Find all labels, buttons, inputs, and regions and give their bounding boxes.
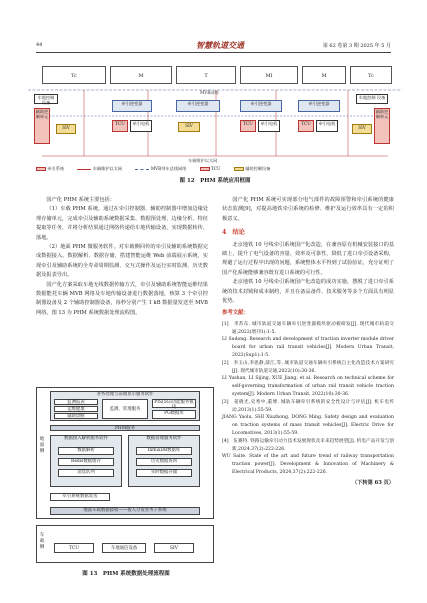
mgmt-item-1: InfluxDB数据库 [136,447,192,455]
figure-13 [36,387,216,577]
figure-12-caption: 图 12 PHM 系统应用框图 [179,178,251,184]
tcu-block-2: TCU [240,120,256,132]
wan-bar: 地面车载数据接收——接入分发业务子系统 [50,507,200,515]
car-t: T [176,66,236,84]
reference-1: [1] 李苏东. 城市轨道交通车辆牵引逆变器模块驱动板研发[J]. 现代城市轨道交通,2022(增刊1):1-5. [222,321,394,335]
right-intro: 国产化 PHM 系统可实现部分电气部件的故障预警和牵引系统的健康状态监测[9]，对提高地铁牵引系统的检修、维护及运行效率具有一定的积极意义。 [222,197,394,222]
aux-control-unit: 辅助控 制单元 [34,108,50,144]
legend-item-2: 车辆维护以太网 [92,166,123,171]
reference-3: [3] 姜晓光,史秀中,董博. 城轨车辆牵引系统的安全性设计与评估[J]. 机车电传动,2013(1):55-59. [222,399,394,413]
header-rule [36,52,391,53]
car-tc-1: Tc [42,66,106,84]
left-para-3: （2）地面 PHM 微服务软件。对车载侧回传的牵引及辅助系统数据完成数据接入、数据解析、数据存储，搭建智能运维 Web 前端展示系统，实现牵引及辅助系统的全寿命周期监测、交互式操作及运行实时监测、历史数据及报表导出。 [36,244,208,279]
traction-motor-3: 牵引电机 [316,120,338,132]
aux-control-unit-2: 辅助控 制单元 [374,108,390,144]
reference-4-en: WU Saite. State of the art and future trend of railway transportation traction power[J]. Development & Innovation of Machinery & Electrical Products, 2024,37(2):222-226. [222,454,394,476]
right-column [222,196,394,488]
tcu-block-3: TCU [298,120,314,132]
data-mgmt-title: 数据管理服务软件 [146,436,182,441]
reference-2-en: LI Yushan, LI Sijing, XUE Jiang, et al. Research on technical scheme for self-governing transformation of urban rail transit vehicle traction system[J]. Modern Urban Transit, 2022(10):30-36. [222,376,394,398]
page-header [36,40,391,52]
top-item-1: 监测报表 [54,399,98,405]
parse-item-3: 消息队列 [58,469,114,477]
traction-inverter-3: 牵引逆变器 [240,100,282,112]
pis-service-block: PIS(5G)功能服务模块 [152,399,196,408]
legend-item-4: TCU [211,166,221,171]
car-m-2: M [302,66,346,84]
figure-12-legend [36,166,396,174]
siv-device: SIV [154,543,194,553]
top-item-3: 辅助诊断 [54,413,98,419]
vehicle-side-label: 车载侧 [39,533,45,550]
mgmt-item-3: 实时数据存储 [136,469,192,477]
frontend-title: 业务处理与前端显示服务软件 [96,392,154,397]
section-title: 4 结论 [222,229,245,237]
mvb-label: MVB网络 [200,90,219,95]
left-para-4: 国产化方案采取车地无线数据传输方式，牵引及辅助系统智能运维结果数据能托车辆 MVB 网络及车地传输设备进行数据落地，核算 3 个牵引控制器设备及 2 个辅助控制器设备，每秒分别产生 1 kB 数据量发送至 MVB 网络。图 13 为 PHM 系统数据处理流程图。 [36,281,208,316]
conclusion-para-1: 北京地铁 10 号线牵引系统国产化改造，在兼容原有机械安装接口的基础上，提升了电气设备的容量、效率及可靠性，降低了进口牵引设备采购，规避了运行过程中出现的问题，系统整体水平得到了试验验证，充分证明了国产化系统能够兼容既有进口系统的可行性。 [222,241,394,276]
car-mi: MI [240,66,298,84]
conclusion-para-2: 北京地铁 10 号线牵引系统国产化改造的成功实施，摆脱了进口牵引系统的技术封锁和成本制约，并且在备品备件、技术服务等多个方面具有明显优势。 [222,279,394,305]
legend-item-1: 牵引系统 [47,166,65,171]
legend-item-3: MVB列车总线网络 [150,166,187,171]
left-para-2: （1）车载 PHM 系统。通过在牵引控制器、辅助控制器中增加边缘处理存储单元，完成牵引及辅助系统数据采集、数据预处理、边缘分析、特征提取等任务，并将分析结果通过网络传递给车地传输设备，实现数据转传、落地。 [36,206,208,241]
references-title: 参考文献： [222,310,249,317]
tcu-block-1: TCU [112,120,128,132]
traction-motor-2: 牵引电机 [258,120,280,132]
tcu-device: TCU [54,543,94,553]
siv-block-2: SIV [178,122,200,132]
parse-item-2: Redis数据缓存 [58,458,114,466]
car-m-1: M [110,66,172,84]
legend-swatch-3 [234,167,244,171]
traction-inverter-1: 牵引逆变器 [112,100,152,112]
pg-database: PG数据库 [152,410,196,419]
mgmt-item-2: 历史数据查询 [136,458,192,466]
left-para-1: 国产化 PHM 系统主要包括： [46,197,115,203]
reference-3-en: JIANG Yaolu, SHI Xiuzhong, DONG Ming. Safety design and evaluation on traction systems of mass transit vehicles[J]. Electric Drive for Locomotives, 2013(1):55-59. [222,415,394,437]
vehicle-ground-device-2: 车地控制 设备 [356,94,388,104]
parse-item-1: 数据解析 [58,447,114,455]
vehicle-ground-comm: 车地通信设备 [102,543,146,553]
legend-line-1 [77,169,91,170]
ui-service-block: 监测、管理服务 [102,399,148,419]
traction-inverter-2: 牵引逆变器 [176,100,220,112]
left-column [36,196,208,318]
car-tc-2: Tc [350,66,392,84]
reference-4: [4] 伍赛特. 铁路运输牵引动力技术发展现状及未来趋势展望[J]. 机电产品开发与创新,2024,37(2):222-226. [222,438,394,452]
collect-block: 牵引系统数据发送 [50,493,110,501]
traction-inverter-4: 牵引逆变器 [298,100,340,112]
parse-service-title: 数据接入解析服务软件 [64,436,108,441]
figure-13-caption: 图 13 PHM 系统数据处理流程图 [82,571,170,577]
issue-info: 第 62 卷第 3 期 2025 年 5 月 [322,43,391,49]
siv-block-3: SIV [352,124,372,134]
bottom-ethernet-label: 车辆维护以太网 [188,158,218,163]
reference-2: [2] 李玉山,李思静,薛江,等. 城市轨道交通车辆牵引系统自主化改造技术方案研究[J]. 现代城市轨道交通,2022(10):30-36. [222,360,394,374]
legend-swatch-1 [36,167,46,171]
journal-title: 智慧轨道交通 [196,40,244,50]
legend-line-2 [135,169,149,170]
figure-12 [28,60,402,182]
continued-note: （下转第 63 页） [352,479,394,486]
page-number: 44 [36,42,43,48]
traction-motor-1: 牵引电机 [130,120,152,132]
siv-block-1: SIV [56,124,76,134]
reference-1-en: LI Sudong. Research and development of traction inverter module driver board for urban rail transit vehicles[J]. Modern Urban Transit, 2022(Sup1):1-5. [222,337,394,359]
legend-item-5: 辅助控制设备 [245,166,271,171]
top-item-2: 运维健康 [54,406,98,412]
vehicle-ground-device: 车地控制 设备 [34,94,58,104]
phm-service-bar: PHM服务 [50,425,200,431]
ground-side-label: 地面侧 [39,437,45,454]
legend-swatch-2 [200,167,210,171]
